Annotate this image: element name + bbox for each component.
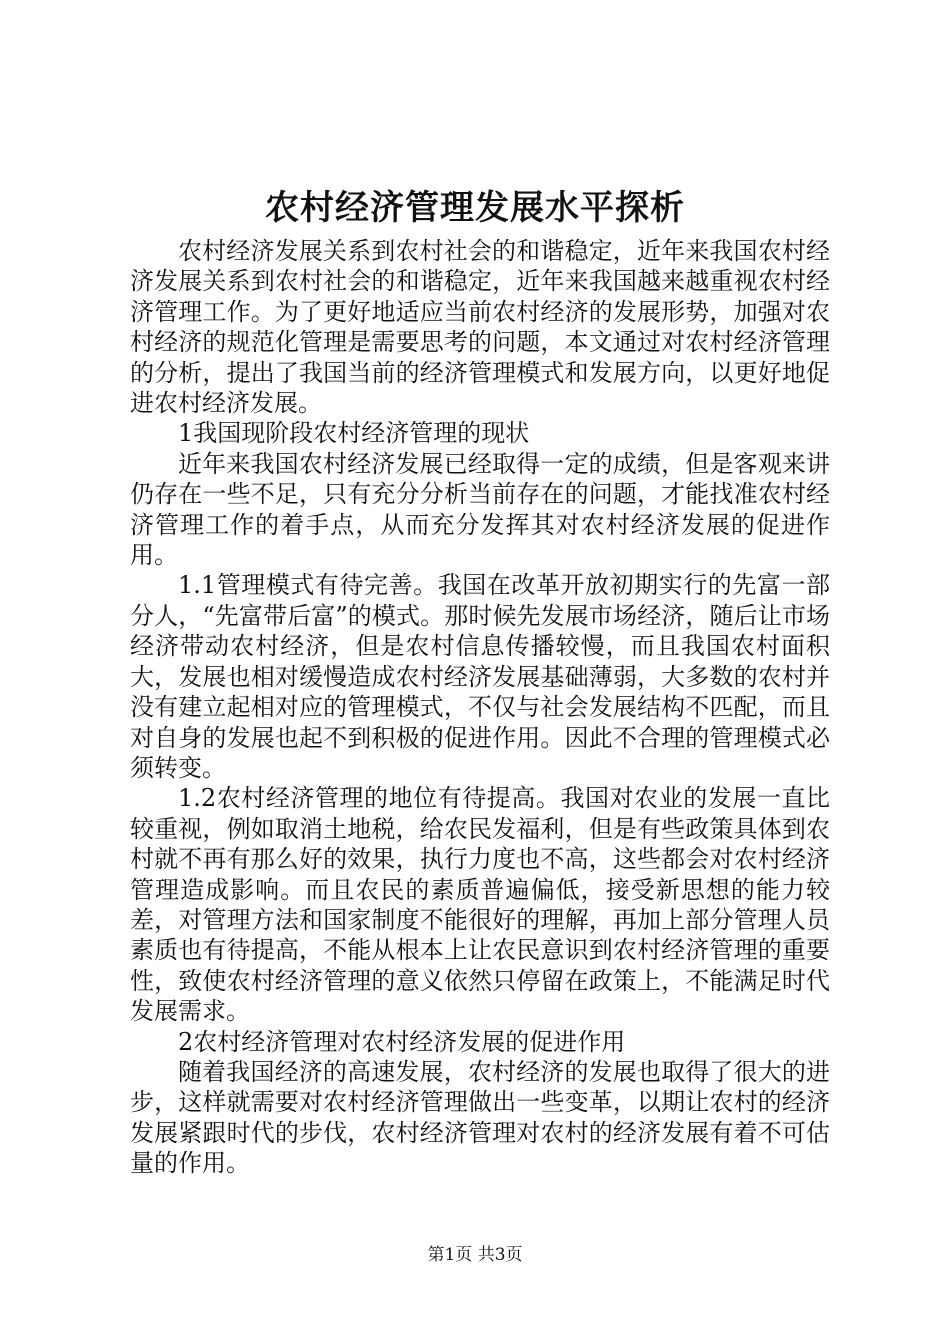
section-1-paragraph: 近年来我国农村经济发展已经取得一定的成绩，但是客观来讲仍存在一些不足，只有充分分析当前存在的问题，才能找准农村经济管理工作的着手点，从而充分发挥其对农村经济发展的促进作用。 <box>130 449 830 570</box>
page-number-footer: 第1页 共3页 <box>427 1245 523 1265</box>
document-body <box>130 236 830 1179</box>
intro-paragraph: 农村经济发展关系到农村社会的和谐稳定，近年来我国农村经济发展关系到农村社会的和谐稳定，近年来我国越来越重视农村经济管理工作。为了更好地适应当前农村经济的发展形势，加强对农村经济的规范化管理是需要思考的问题，本文通过对农村经济管理的分析，提出了我国当前的经济管理模式和发展方向，以更好地促进农村经济发展。 <box>130 237 830 418</box>
document-title: 农村经济管理发展水平探析 <box>265 188 685 228</box>
section-heading-1: 1我国现阶段农村经济管理的现状 <box>178 419 530 448</box>
subsection-1-1-paragraph: 1.1管理模式有待完善。我国在改革开放初期实行的先富一部分人，“先富带后富”的模式。那时候先发展市场经济，随后让市场经济带动农村经济，但是农村信息传播较慢，而且我国农村面积大，发展也相对缓慢造成农村经济发展基础薄弱，大多数的农村并没有建立起相对应的管理模式，不仅与社会发展结构不匹配，而且对自身的发展也起不到积极的促进作用。因此不合理的管理模式必须转变。 <box>130 571 830 782</box>
section-2-paragraph: 随着我国经济的高速发展，农村经济的发展也取得了很大的进步，这样就需要对农村经济管理做出一些变革，以期让农村的经济发展紧跟时代的步伐，农村经济管理对农村的经济发展有着不可估量的作用。 <box>130 1057 830 1178</box>
section-heading-2: 2农村经济管理对农村经济发展的促进作用 <box>178 1027 626 1056</box>
subsection-1-2-paragraph: 1.2农村经济管理的地位有待提高。我国对农业的发展一直比较重视，例如取消土地税，给农民发福利，但是有些政策具体到农村就不再有那么好的效果，执行力度也不高，这些都会对农村经济管理造成影响。而且农民的素质普遍偏低，接受新思想的能力较差，对管理方法和国家制度不能很好的理解，再加上部分管理人员素质也有待提高，不能从根本上让农民意识到农村经济管理的重要性，致使农村经济管理的意义依然只停留在政策上，不能满足时代发展需求。 <box>130 784 830 1026</box>
